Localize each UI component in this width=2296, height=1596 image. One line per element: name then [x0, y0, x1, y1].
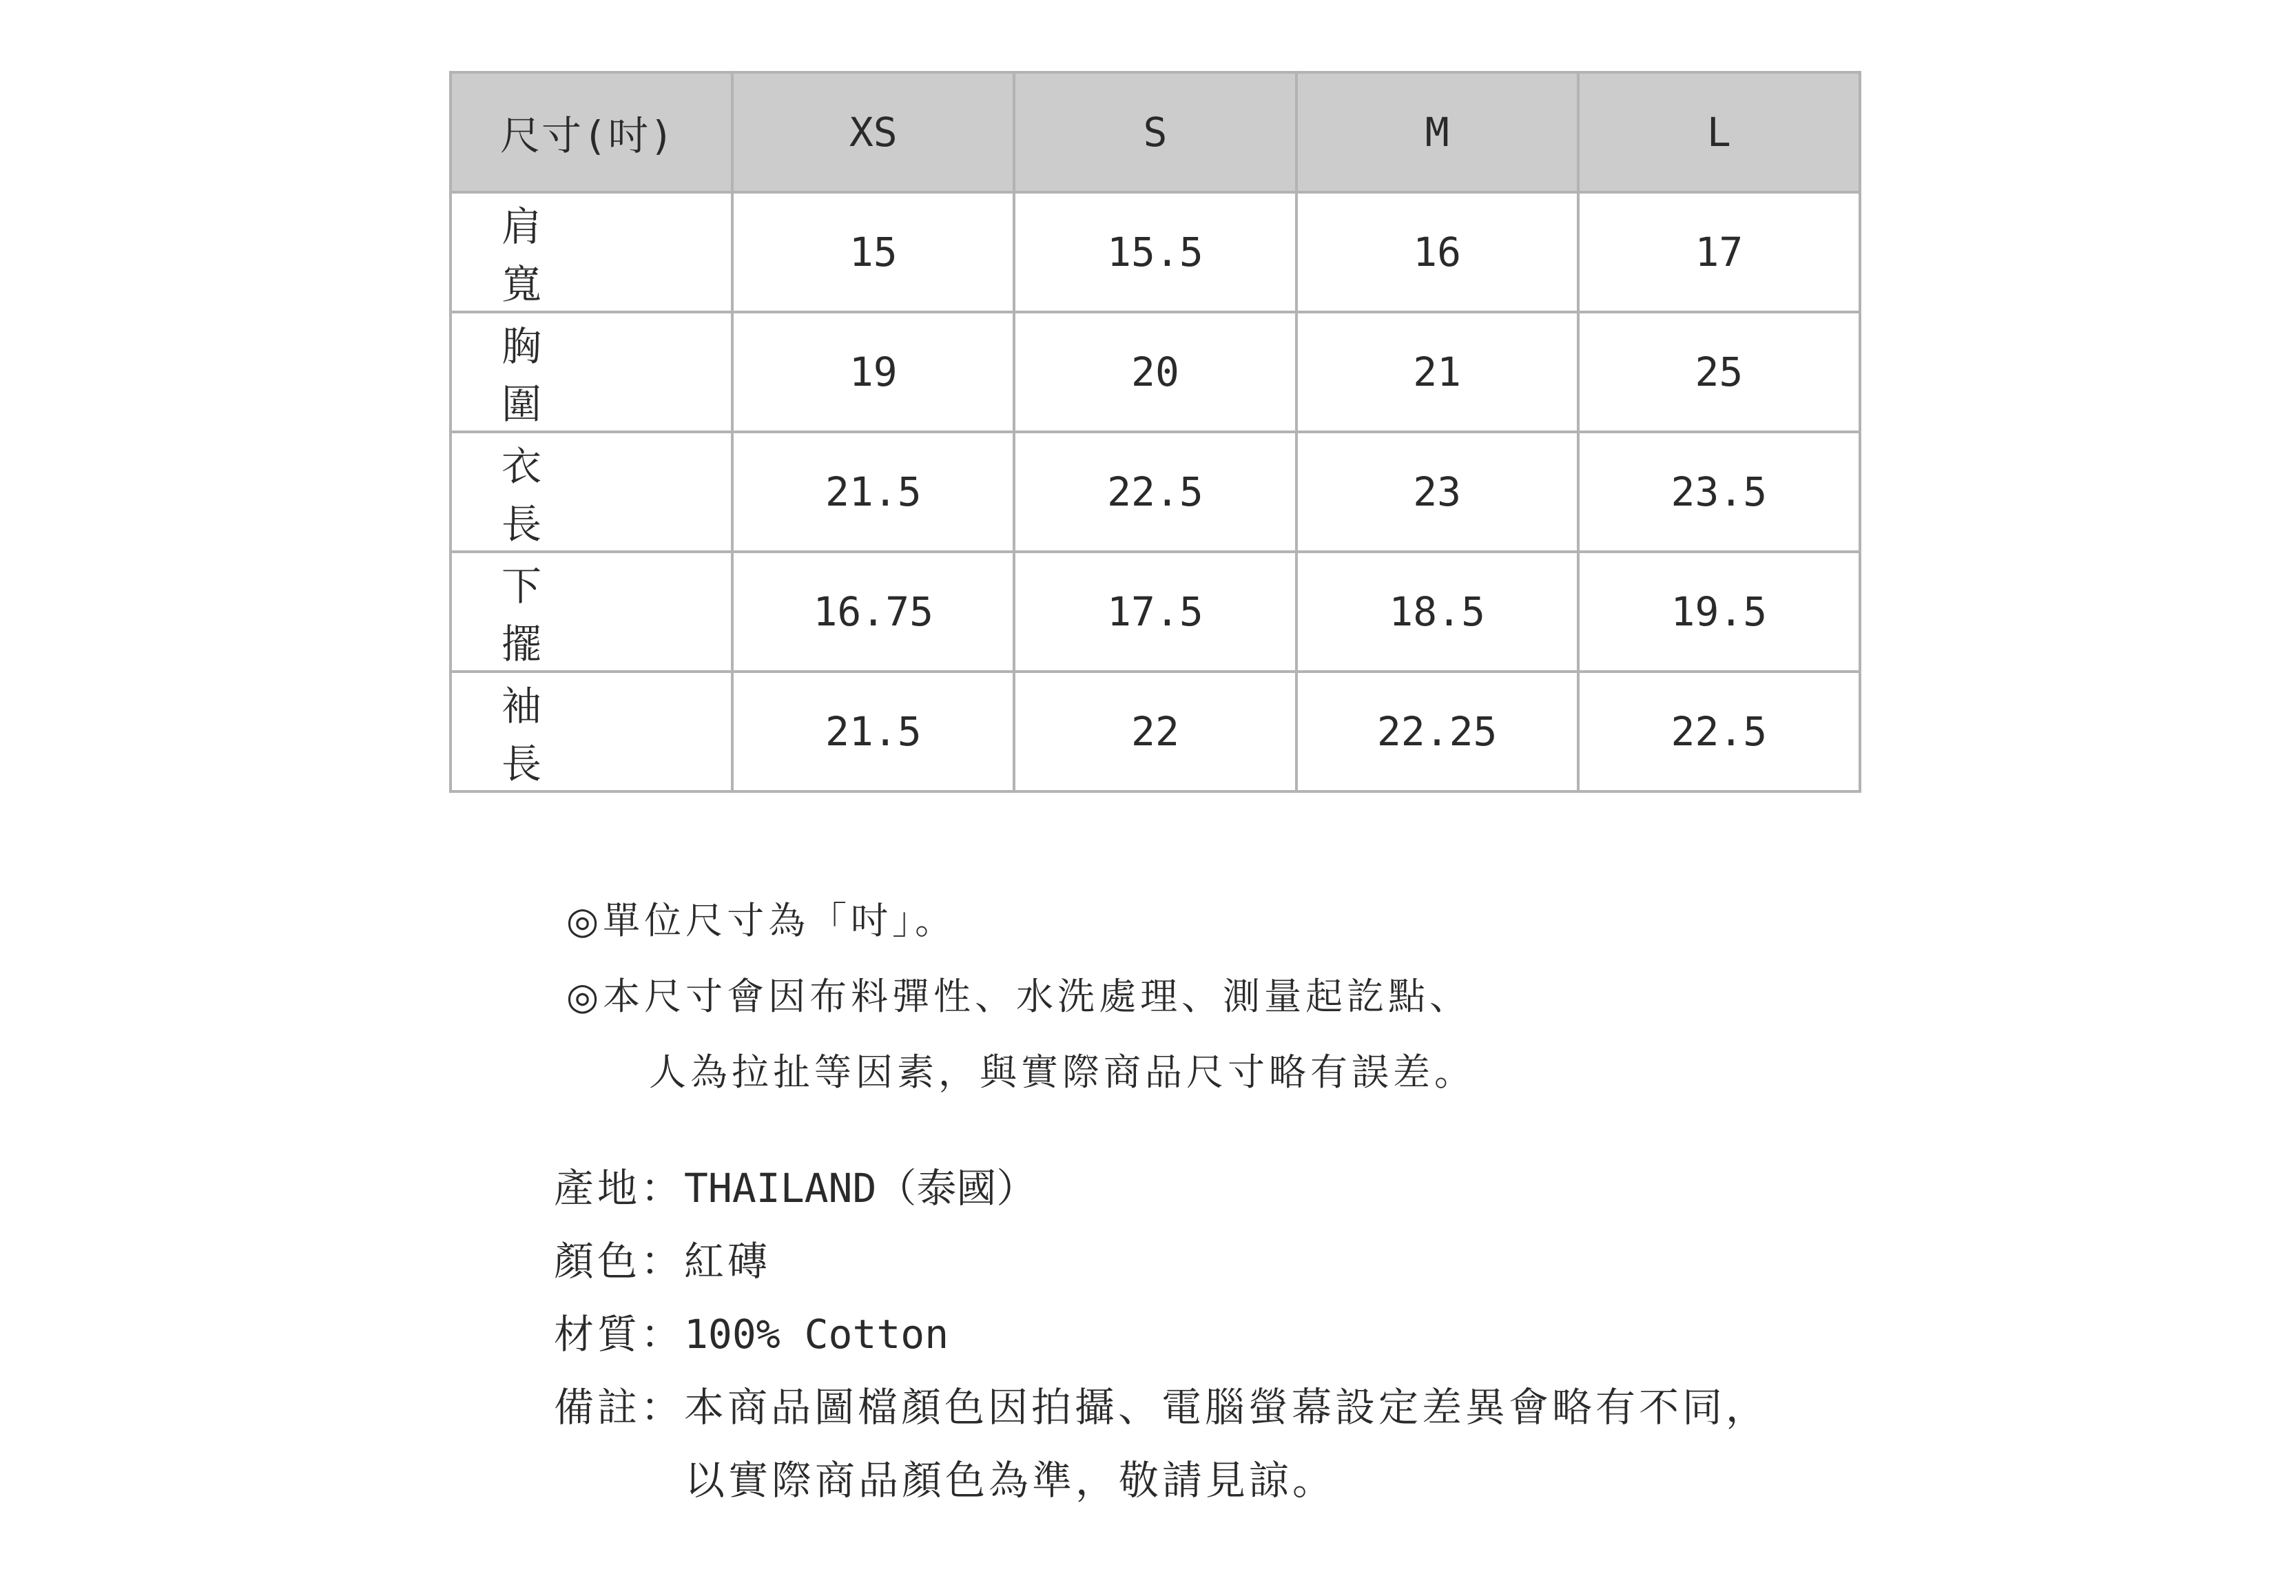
row-label-chest: 胸圍 [451, 312, 732, 432]
material-row [554, 1298, 1769, 1371]
material-label: 材質： [554, 1311, 685, 1358]
row-label-sleeve: 袖長 [451, 672, 732, 791]
size-header-xs: XS [732, 72, 1014, 192]
table-cell: 21.5 [732, 672, 1014, 791]
note-tolerance: ◎本尺寸會因布料彈性、水洗處理、測量起訖點、 [566, 975, 1471, 1018]
material-value: 100% Cotton [684, 1311, 949, 1358]
row-label-hem: 下擺 [451, 552, 732, 672]
origin-value: THAILAND（泰國） [684, 1165, 1037, 1212]
table-cell: 16 [1296, 192, 1578, 312]
color-value: 紅磚 [684, 1238, 772, 1285]
table-cell: 23.5 [1578, 432, 1860, 552]
table-row [451, 192, 1860, 312]
size-header-s: S [1014, 72, 1296, 192]
table-cell: 15 [732, 192, 1014, 312]
remark-row [554, 1371, 1769, 1444]
product-info [554, 1152, 1769, 1517]
table-cell: 25 [1578, 312, 1860, 432]
table-cell: 19.5 [1578, 552, 1860, 672]
remark-continuation: 以實際商品顏色為準，敬請見諒。 [685, 1457, 1336, 1504]
table-header-row [451, 72, 1860, 192]
table-row [451, 312, 1860, 432]
color-label: 顏色： [554, 1238, 685, 1285]
table-row [451, 672, 1860, 791]
table-cell: 22.5 [1578, 672, 1860, 791]
table-cell: 22.25 [1296, 672, 1578, 791]
table-cell: 16.75 [732, 552, 1014, 672]
color-row [554, 1225, 1769, 1298]
corner-header: 尺寸(吋) [451, 72, 732, 192]
measurement-notes [566, 883, 1476, 1110]
table-cell: 17 [1578, 192, 1860, 312]
table-row [451, 432, 1860, 552]
table-cell: 21.5 [732, 432, 1014, 552]
remark-value: 本商品圖檔顏色因拍攝、電腦螢幕設定差異會略有不同， [684, 1384, 1770, 1431]
origin-row [554, 1152, 1769, 1225]
size-header-l: L [1578, 72, 1860, 192]
table-cell: 20 [1014, 312, 1296, 432]
table-cell: 21 [1296, 312, 1578, 432]
remark-label: 備註： [554, 1384, 685, 1431]
table-cell: 22.5 [1014, 432, 1296, 552]
table-cell: 22 [1014, 672, 1296, 791]
table-cell: 18.5 [1296, 552, 1578, 672]
table-cell: 15.5 [1014, 192, 1296, 312]
table-cell: 17.5 [1014, 552, 1296, 672]
table-row [451, 552, 1860, 672]
size-header-m: M [1296, 72, 1578, 192]
row-label-length: 衣長 [451, 432, 732, 552]
note-unit: ◎單位尺寸為「吋」。 [566, 899, 957, 942]
table-cell: 23 [1296, 432, 1578, 552]
table-cell: 19 [732, 312, 1014, 432]
note-tolerance-continued: 人為拉扯等因素，與實際商品尺寸略有誤差。 [649, 1050, 1476, 1094]
origin-label: 產地： [554, 1165, 685, 1212]
row-label-shoulder: 肩寬 [451, 192, 732, 312]
size-chart-table [449, 71, 1861, 793]
